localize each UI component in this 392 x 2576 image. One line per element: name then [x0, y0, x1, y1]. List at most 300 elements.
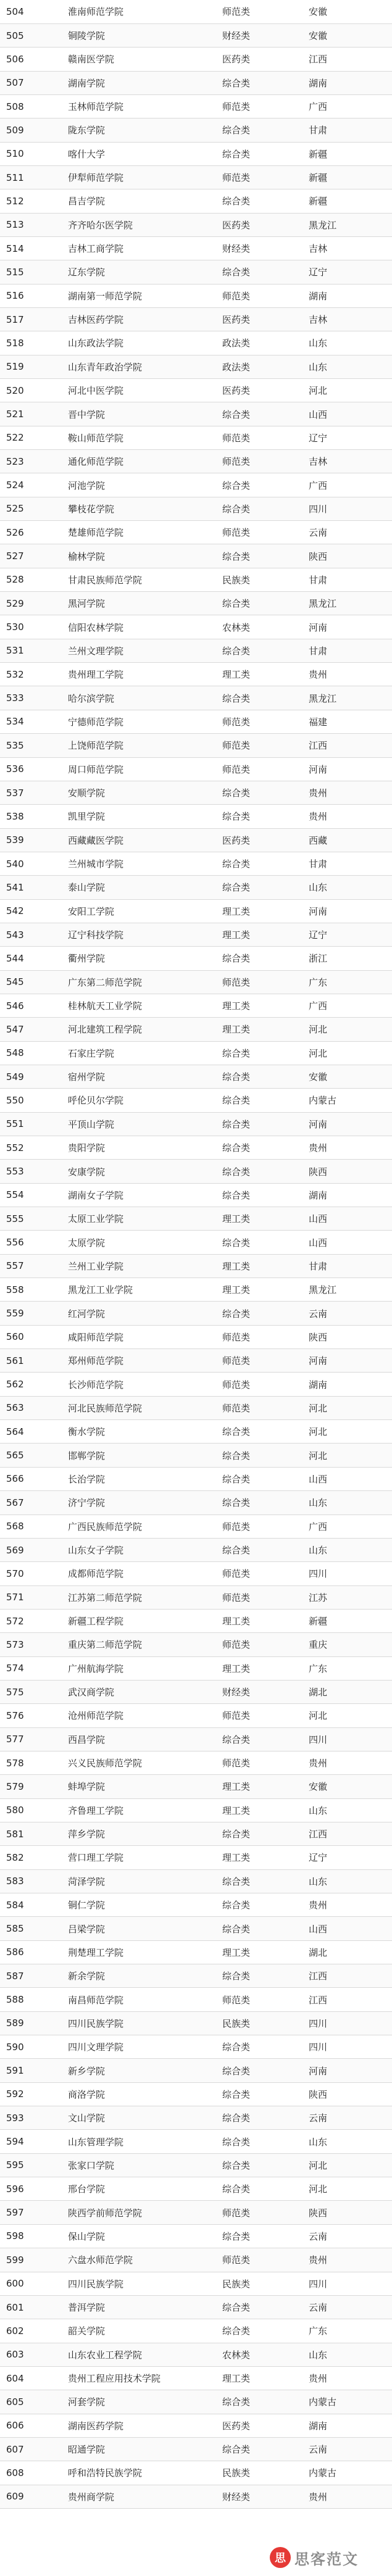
school-type-cell: 师范类	[216, 1373, 302, 1396]
school-type-cell: 师范类	[216, 284, 302, 307]
table-row	[0, 2035, 392, 2059]
school-type-cell: 理工类	[216, 1846, 302, 1869]
rank-cell: 582	[0, 1846, 62, 1869]
school-type-cell: 农林类	[216, 2343, 302, 2366]
school-name-cell: 邯郸学院	[62, 1444, 216, 1467]
school-type-cell: 综合类	[216, 473, 302, 497]
school-name-cell: 凯里学院	[62, 805, 216, 828]
school-type-cell: 综合类	[216, 1467, 302, 1490]
school-name-cell: 长治学院	[62, 1467, 216, 1490]
province-cell: 新疆	[302, 189, 392, 213]
table-row	[0, 2390, 392, 2414]
table-row	[0, 2437, 392, 2461]
school-name-cell: 安康学院	[62, 1160, 216, 1183]
school-type-cell: 理工类	[216, 994, 302, 1017]
rank-cell: 581	[0, 1822, 62, 1845]
province-cell: 山东	[302, 876, 392, 899]
province-cell: 云南	[302, 521, 392, 544]
table-row	[0, 1940, 392, 1964]
rank-cell: 601	[0, 2295, 62, 2319]
school-name-cell: 重庆第二师范学院	[62, 1633, 216, 1656]
table-row	[0, 1160, 392, 1183]
school-name-cell: 平顶山学院	[62, 1112, 216, 1136]
school-type-cell: 师范类	[216, 1988, 302, 2011]
province-cell: 河北	[302, 2177, 392, 2201]
school-type-cell: 综合类	[216, 1231, 302, 1254]
rank-cell: 607	[0, 2437, 62, 2461]
province-cell: 广西	[302, 94, 392, 118]
table-row	[0, 1727, 392, 1751]
rank-cell: 519	[0, 355, 62, 378]
school-type-cell: 综合类	[216, 402, 302, 426]
school-type-cell: 综合类	[216, 71, 302, 94]
school-name-cell: 喀什大学	[62, 142, 216, 165]
rank-cell: 528	[0, 568, 62, 591]
school-type-cell: 综合类	[216, 947, 302, 970]
school-type-cell: 师范类	[216, 757, 302, 781]
province-cell: 云南	[302, 2224, 392, 2248]
watermark-text: 思客范文	[294, 2550, 359, 2568]
rank-cell: 589	[0, 2011, 62, 2035]
table-row	[0, 1798, 392, 1822]
school-name-cell: 楚雄师范学院	[62, 521, 216, 544]
table-row	[0, 2059, 392, 2082]
province-cell: 云南	[302, 1302, 392, 1325]
table-row	[0, 1893, 392, 1917]
school-type-cell: 综合类	[216, 1302, 302, 1325]
table-row	[0, 1373, 392, 1396]
school-type-cell: 理工类	[216, 1798, 302, 1822]
rank-cell: 506	[0, 48, 62, 71]
table-row	[0, 1207, 392, 1231]
school-name-cell: 宁德师范学院	[62, 710, 216, 733]
school-type-cell: 民族类	[216, 2011, 302, 2035]
school-name-cell: 信阳农林学院	[62, 615, 216, 639]
table-row	[0, 592, 392, 615]
table-row	[0, 0, 392, 23]
table-row	[0, 2366, 392, 2390]
watermark-badge-icon: 思	[270, 2547, 291, 2568]
table-row	[0, 1585, 392, 1609]
province-cell: 吉林	[302, 236, 392, 260]
school-name-cell: 西藏藏医学院	[62, 828, 216, 852]
rank-cell: 549	[0, 1065, 62, 1088]
province-cell: 广东	[302, 2319, 392, 2343]
province-cell: 河北	[302, 1018, 392, 1041]
rank-cell: 605	[0, 2390, 62, 2414]
province-cell: 湖北	[302, 1940, 392, 1964]
school-type-cell: 师范类	[216, 426, 302, 449]
table-row	[0, 2248, 392, 2272]
rank-cell: 529	[0, 592, 62, 615]
province-cell: 甘肃	[302, 639, 392, 662]
table-row	[0, 355, 392, 378]
rank-cell: 518	[0, 331, 62, 355]
table-row	[0, 1089, 392, 1112]
province-cell: 江西	[302, 48, 392, 71]
rank-cell: 563	[0, 1396, 62, 1419]
school-name-cell: 哈尔滨学院	[62, 686, 216, 710]
table-row	[0, 260, 392, 284]
province-cell: 湖南	[302, 1183, 392, 1207]
province-cell: 湖南	[302, 2414, 392, 2437]
province-cell: 山东	[302, 355, 392, 378]
school-name-cell: 辽东学院	[62, 260, 216, 284]
school-type-cell: 综合类	[216, 2177, 302, 2201]
rank-cell: 511	[0, 165, 62, 189]
table-row	[0, 2295, 392, 2319]
school-name-cell: 伊犁师范学院	[62, 165, 216, 189]
rank-cell: 583	[0, 1869, 62, 1893]
rank-cell: 537	[0, 781, 62, 804]
school-type-cell: 财经类	[216, 23, 302, 47]
table-row	[0, 426, 392, 449]
province-cell: 山西	[302, 1467, 392, 1490]
school-type-cell: 农林类	[216, 615, 302, 639]
table-row	[0, 615, 392, 639]
rank-cell: 593	[0, 2106, 62, 2130]
table-row	[0, 1988, 392, 2011]
school-type-cell: 综合类	[216, 1538, 302, 1561]
province-cell: 西藏	[302, 828, 392, 852]
school-type-cell: 综合类	[216, 497, 302, 520]
school-name-cell: 通化师范学院	[62, 450, 216, 473]
rank-cell: 571	[0, 1585, 62, 1609]
table-row	[0, 1609, 392, 1632]
table-row	[0, 331, 392, 355]
table-row	[0, 1325, 392, 1348]
school-name-cell: 长沙师范学院	[62, 1373, 216, 1396]
school-type-cell: 师范类	[216, 1751, 302, 1774]
school-name-cell: 四川民族学院	[62, 2272, 216, 2295]
rank-cell: 546	[0, 994, 62, 1017]
province-cell: 黑龙江	[302, 686, 392, 710]
rank-cell: 521	[0, 402, 62, 426]
school-name-cell: 贵州理工学院	[62, 663, 216, 686]
table-row	[0, 1112, 392, 1136]
table-row	[0, 568, 392, 591]
school-name-cell: 贵州工程应用技术学院	[62, 2366, 216, 2390]
table-row	[0, 2461, 392, 2485]
table-row	[0, 947, 392, 970]
school-name-cell: 河北建筑工程学院	[62, 1018, 216, 1041]
school-name-cell: 赣南医学院	[62, 48, 216, 71]
province-cell: 辽宁	[302, 923, 392, 946]
school-name-cell: 郑州师范学院	[62, 1349, 216, 1373]
school-type-cell: 医药类	[216, 379, 302, 402]
table-row	[0, 805, 392, 828]
table-row	[0, 71, 392, 94]
school-name-cell: 山东管理学院	[62, 2130, 216, 2153]
province-cell: 吉林	[302, 450, 392, 473]
school-name-cell: 甘肃民族师范学院	[62, 568, 216, 591]
rank-cell: 579	[0, 1775, 62, 1798]
rank-cell: 548	[0, 1041, 62, 1065]
province-cell: 四川	[302, 2011, 392, 2035]
school-type-cell: 医药类	[216, 2414, 302, 2437]
rank-cell: 573	[0, 1633, 62, 1656]
province-cell: 贵州	[302, 663, 392, 686]
rank-cell: 567	[0, 1491, 62, 1514]
school-name-cell: 陕西学前师范学院	[62, 2201, 216, 2224]
province-cell: 吉林	[302, 307, 392, 331]
rank-cell: 590	[0, 2035, 62, 2059]
province-cell: 山西	[302, 1917, 392, 1940]
province-cell: 湖南	[302, 284, 392, 307]
table-row	[0, 828, 392, 852]
province-cell: 山西	[302, 402, 392, 426]
school-type-cell: 综合类	[216, 2224, 302, 2248]
table-row	[0, 165, 392, 189]
table-row	[0, 473, 392, 497]
province-cell: 江西	[302, 1964, 392, 1988]
school-name-cell: 湖南女子学院	[62, 1183, 216, 1207]
province-cell: 贵州	[302, 781, 392, 804]
province-cell: 黑龙江	[302, 592, 392, 615]
table-row	[0, 1254, 392, 1278]
school-type-cell: 综合类	[216, 2130, 302, 2153]
rank-cell: 608	[0, 2461, 62, 2485]
rank-cell: 574	[0, 1656, 62, 1680]
province-cell: 河南	[302, 615, 392, 639]
table-row	[0, 781, 392, 804]
school-type-cell: 综合类	[216, 1065, 302, 1088]
rank-cell: 522	[0, 426, 62, 449]
rank-cell: 561	[0, 1349, 62, 1373]
school-type-cell: 综合类	[216, 2437, 302, 2461]
table-row	[0, 686, 392, 710]
table-row	[0, 1917, 392, 1940]
rank-cell: 592	[0, 2082, 62, 2106]
school-type-cell: 理工类	[216, 1940, 302, 1964]
province-cell: 内蒙古	[302, 2390, 392, 2414]
province-cell: 山东	[302, 2130, 392, 2153]
rank-cell: 536	[0, 757, 62, 781]
school-name-cell: 萍乡学院	[62, 1822, 216, 1845]
school-type-cell: 综合类	[216, 2106, 302, 2130]
table-row	[0, 1538, 392, 1561]
province-cell: 浙江	[302, 947, 392, 970]
school-type-cell: 师范类	[216, 521, 302, 544]
school-name-cell: 南昌师范学院	[62, 1988, 216, 2011]
school-type-cell: 综合类	[216, 2319, 302, 2343]
school-name-cell: 湖南学院	[62, 71, 216, 94]
school-name-cell: 河池学院	[62, 473, 216, 497]
rank-cell: 514	[0, 236, 62, 260]
province-cell: 江苏	[302, 1585, 392, 1609]
province-cell: 湖北	[302, 1680, 392, 1703]
school-name-cell: 铜仁学院	[62, 1893, 216, 1917]
province-cell: 广西	[302, 473, 392, 497]
school-type-cell: 理工类	[216, 1254, 302, 1278]
school-name-cell: 衡水学院	[62, 1420, 216, 1444]
school-type-cell: 理工类	[216, 1656, 302, 1680]
school-name-cell: 湖南第一师范学院	[62, 284, 216, 307]
school-type-cell: 师范类	[216, 970, 302, 994]
rank-cell: 604	[0, 2366, 62, 2390]
rank-cell: 566	[0, 1467, 62, 1490]
rank-cell: 570	[0, 1562, 62, 1585]
table-row	[0, 1349, 392, 1373]
table-row	[0, 2011, 392, 2035]
rank-cell: 553	[0, 1160, 62, 1183]
school-type-cell: 师范类	[216, 1325, 302, 1348]
province-cell: 山东	[302, 331, 392, 355]
province-cell: 山东	[302, 2343, 392, 2366]
province-cell: 云南	[302, 2106, 392, 2130]
school-name-cell: 湖南医药学院	[62, 2414, 216, 2437]
school-type-cell: 师范类	[216, 165, 302, 189]
school-type-cell: 综合类	[216, 1444, 302, 1467]
rank-cell: 562	[0, 1373, 62, 1396]
rank-cell: 606	[0, 2414, 62, 2437]
table-row	[0, 1964, 392, 1988]
rank-cell: 504	[0, 0, 62, 23]
rank-cell: 525	[0, 497, 62, 520]
school-name-cell: 贵阳学院	[62, 1136, 216, 1160]
rank-cell: 594	[0, 2130, 62, 2153]
rank-cell: 531	[0, 639, 62, 662]
school-name-cell: 广东第二师范学院	[62, 970, 216, 994]
school-name-cell: 兰州工业学院	[62, 1254, 216, 1278]
school-type-cell: 综合类	[216, 592, 302, 615]
province-cell: 河北	[302, 2153, 392, 2177]
rank-cell: 588	[0, 1988, 62, 2011]
province-cell: 四川	[302, 1562, 392, 1585]
table-row	[0, 1633, 392, 1656]
province-cell: 内蒙古	[302, 2461, 392, 2485]
school-name-cell: 普洱学院	[62, 2295, 216, 2319]
rank-cell: 584	[0, 1893, 62, 1917]
school-name-cell: 文山学院	[62, 2106, 216, 2130]
province-cell: 广西	[302, 1514, 392, 1538]
province-cell: 贵州	[302, 1751, 392, 1774]
province-cell: 贵州	[302, 2366, 392, 2390]
school-name-cell: 西昌学院	[62, 1727, 216, 1751]
school-name-cell: 上饶师范学院	[62, 734, 216, 757]
rank-cell: 586	[0, 1940, 62, 1964]
province-cell: 辽宁	[302, 1846, 392, 1869]
province-cell: 安徽	[302, 1065, 392, 1088]
province-cell: 陕西	[302, 2201, 392, 2224]
table-row	[0, 1420, 392, 1444]
table-row	[0, 1846, 392, 1869]
table-row	[0, 379, 392, 402]
table-row	[0, 639, 392, 662]
school-type-cell: 综合类	[216, 1136, 302, 1160]
province-cell: 河北	[302, 1704, 392, 1727]
province-cell: 河北	[302, 1396, 392, 1419]
table-row	[0, 497, 392, 520]
school-name-cell: 四川文理学院	[62, 2035, 216, 2059]
rank-cell: 515	[0, 260, 62, 284]
school-type-cell: 综合类	[216, 2035, 302, 2059]
school-type-cell: 师范类	[216, 1704, 302, 1727]
rank-cell: 554	[0, 1183, 62, 1207]
rank-cell: 577	[0, 1727, 62, 1751]
table-row	[0, 213, 392, 236]
school-type-cell: 理工类	[216, 899, 302, 923]
table-row	[0, 142, 392, 165]
province-cell: 贵州	[302, 2248, 392, 2272]
province-cell: 山西	[302, 1231, 392, 1254]
rank-cell: 564	[0, 1420, 62, 1444]
table-row	[0, 1041, 392, 1065]
school-name-cell: 蚌埠学院	[62, 1775, 216, 1798]
province-cell: 山西	[302, 1207, 392, 1231]
school-type-cell: 师范类	[216, 2201, 302, 2224]
province-cell: 山东	[302, 1538, 392, 1561]
rank-cell: 559	[0, 1302, 62, 1325]
rank-cell: 609	[0, 2485, 62, 2508]
school-type-cell: 综合类	[216, 1112, 302, 1136]
rank-cell: 576	[0, 1704, 62, 1727]
province-cell: 河北	[302, 1041, 392, 1065]
school-type-cell: 财经类	[216, 236, 302, 260]
school-type-cell: 理工类	[216, 1207, 302, 1231]
table-row	[0, 521, 392, 544]
table-row	[0, 923, 392, 946]
school-name-cell: 宿州学院	[62, 1065, 216, 1088]
school-type-cell: 医药类	[216, 307, 302, 331]
table-row	[0, 2177, 392, 2201]
school-type-cell: 综合类	[216, 686, 302, 710]
table-row	[0, 1562, 392, 1585]
school-type-cell: 师范类	[216, 1585, 302, 1609]
table-row	[0, 2153, 392, 2177]
school-name-cell: 衢州学院	[62, 947, 216, 970]
province-cell: 河南	[302, 899, 392, 923]
school-name-cell: 陇东学院	[62, 118, 216, 142]
rank-cell: 516	[0, 284, 62, 307]
rank-cell: 532	[0, 663, 62, 686]
province-cell: 河南	[302, 1112, 392, 1136]
school-name-cell: 安阳工学院	[62, 899, 216, 923]
school-name-cell: 兴义民族师范学院	[62, 1751, 216, 1774]
school-type-cell: 综合类	[216, 1183, 302, 1207]
school-name-cell: 河套学院	[62, 2390, 216, 2414]
table-row	[0, 1869, 392, 1893]
school-type-cell: 综合类	[216, 1917, 302, 1940]
rank-cell: 543	[0, 923, 62, 946]
table-row	[0, 876, 392, 899]
school-type-cell: 综合类	[216, 1822, 302, 1845]
school-name-cell: 四川民族学院	[62, 2011, 216, 2035]
rank-cell: 558	[0, 1278, 62, 1302]
table-row	[0, 994, 392, 1017]
table-row	[0, 1467, 392, 1490]
rank-cell: 510	[0, 142, 62, 165]
school-type-cell: 综合类	[216, 1041, 302, 1065]
province-cell: 河北	[302, 379, 392, 402]
table-row	[0, 1302, 392, 1325]
table-row	[0, 2201, 392, 2224]
table-row	[0, 1018, 392, 1041]
school-type-cell: 综合类	[216, 852, 302, 875]
rank-cell: 560	[0, 1325, 62, 1348]
school-name-cell: 广州航海学院	[62, 1656, 216, 1680]
rank-cell: 552	[0, 1136, 62, 1160]
school-name-cell: 沧州师范学院	[62, 1704, 216, 1727]
rank-cell: 512	[0, 189, 62, 213]
school-name-cell: 济宁学院	[62, 1491, 216, 1514]
school-name-cell: 江苏第二师范学院	[62, 1585, 216, 1609]
table-row	[0, 307, 392, 331]
province-cell: 四川	[302, 2272, 392, 2295]
province-cell: 甘肃	[302, 568, 392, 591]
table-row	[0, 236, 392, 260]
school-name-cell: 昭通学院	[62, 2437, 216, 2461]
